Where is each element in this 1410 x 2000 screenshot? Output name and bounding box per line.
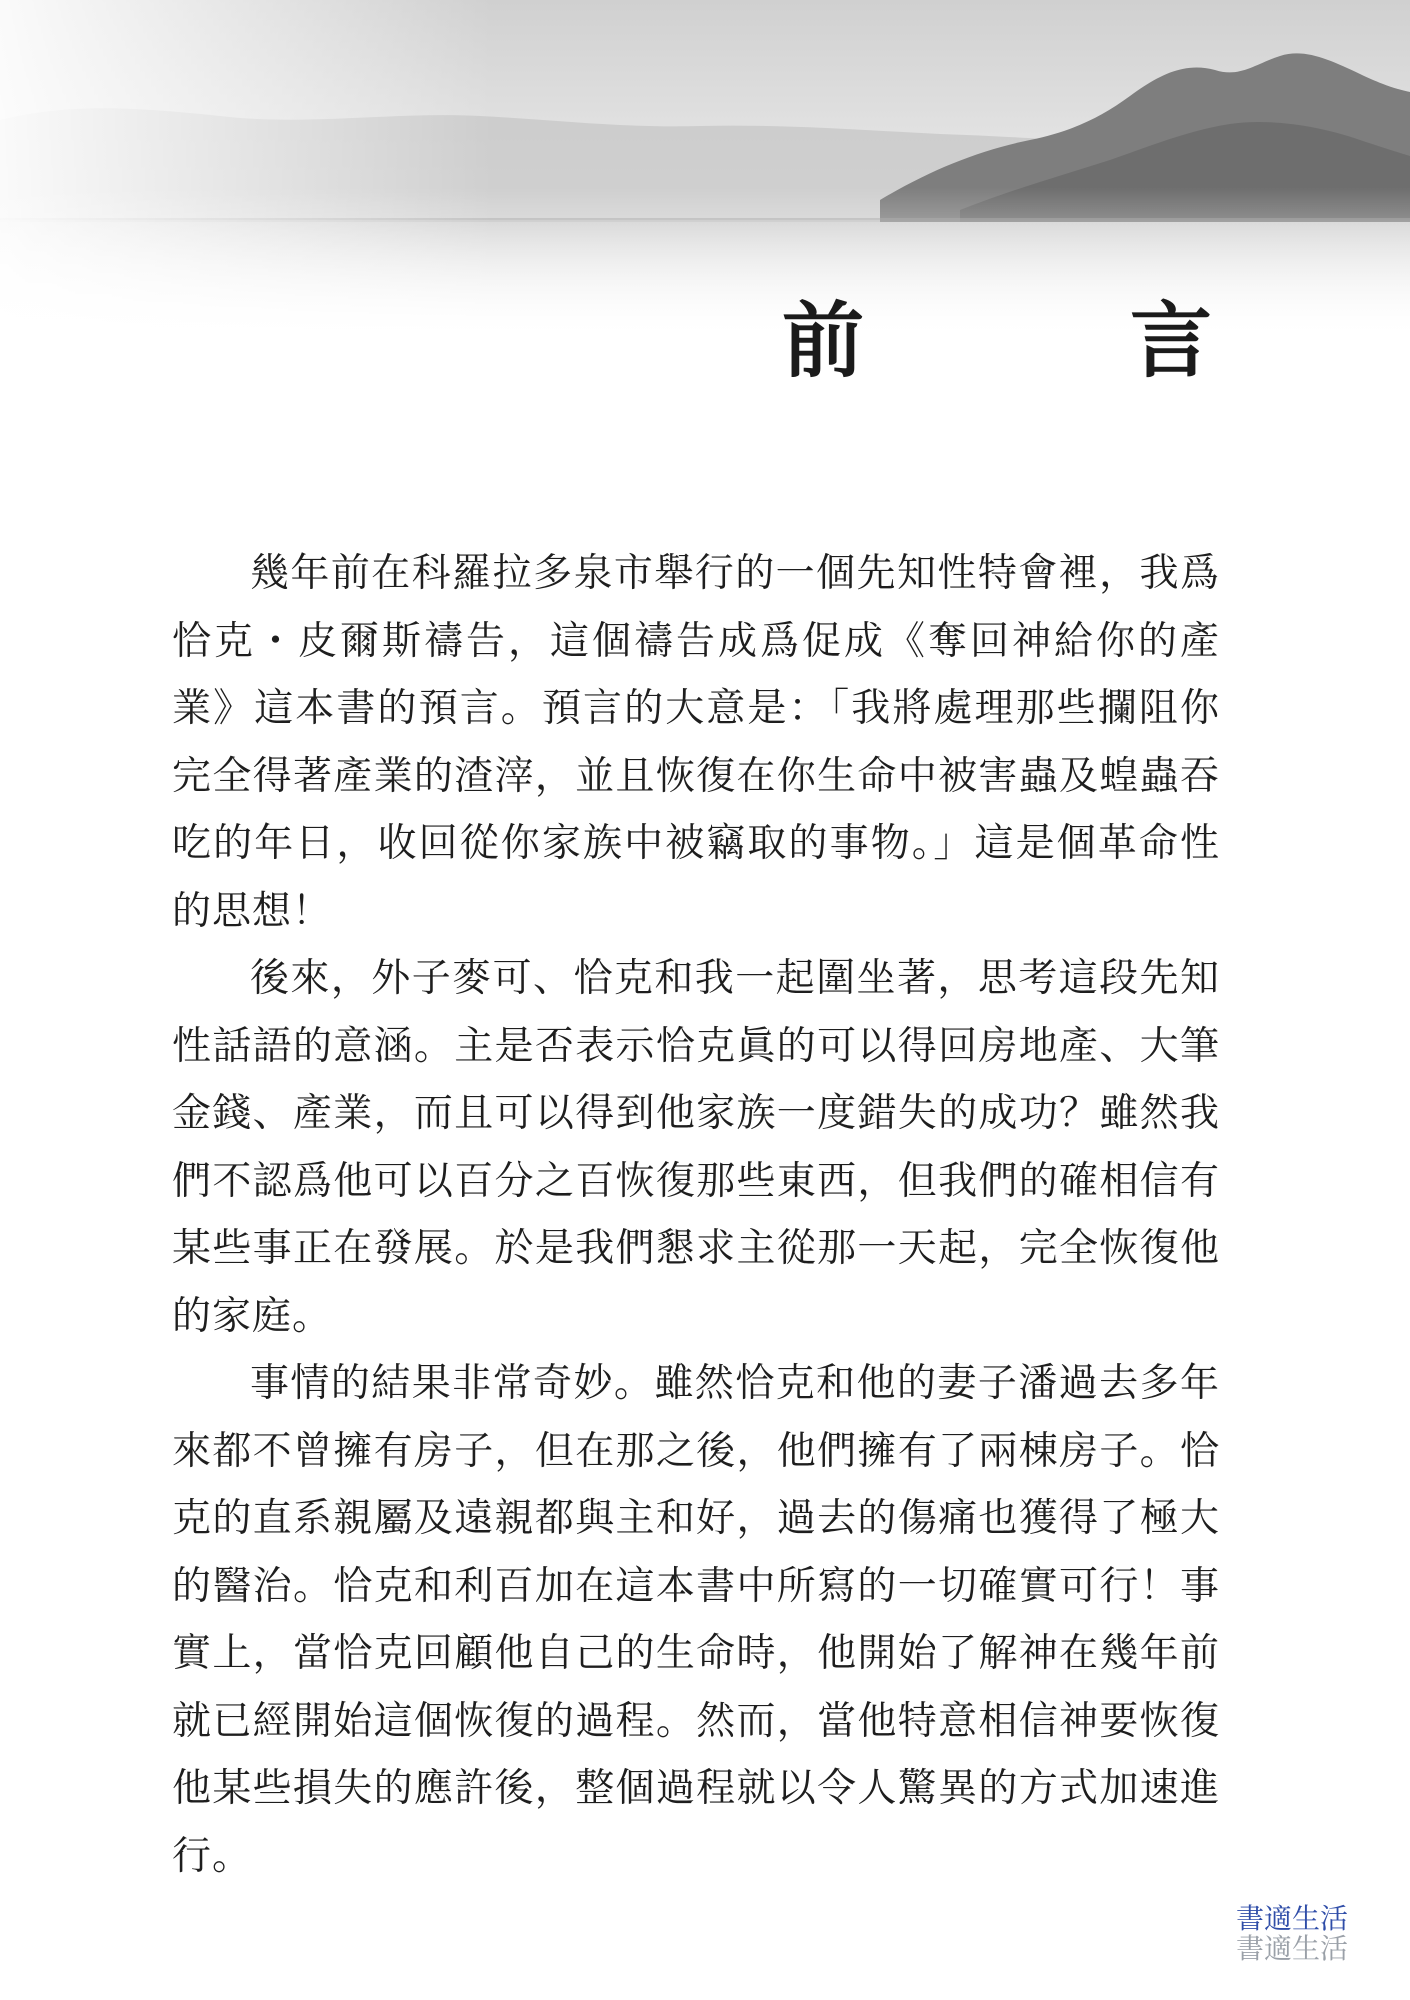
paragraph: 事情的結果非常奇妙。雖然恰克和他的妻子潘過去多年來都不曾擁有房子，但在那之後，他們擁有了兩棟房子。恰克的直系親屬及遠親都與主和好，過去的傷痛也獲得了極大的醫治。恰克和利百加在這本書中所寫的一切確實可行！事實上，當恰克回顧他自己的生命時，他開始了解神在幾年前就已經開始這個恢復的過程。然而，當他特意相信神要恢復他某些損失的應許後，整個過程就以令人驚異的方式加速進行。 (172, 1361, 1220, 1879)
paragraph: 幾年前在科羅拉多泉市舉行的一個先知性特會裡，我爲恰克・皮爾斯禱告，這個禱告成爲促成《奪回神給你的產業》這本書的預言。預言的大意是：「我將處理那些攔阻你完全得著產業的渣滓，並且恢復在你生命中被害蟲及蝗蟲吞吃的年日，收回從你家族中被竊取的事物。」這是個革命性的思想！ (172, 551, 1220, 934)
paragraph: 後來，外子麥可、恰克和我一起圍坐著，思考這段先知性話語的意涵。主是否表示恰克眞的可以得回房地產、大筆金錢、產業，而且可以得到他家族一度錯失的成功？雖然我們不認爲他可以百分之百恢復那些東西，但我們的確相信有某些事正在發展。於是我們懇求主從那一天起，完全恢復他的家庭。 (172, 956, 1220, 1339)
preface-body (172, 540, 1220, 1890)
misty-mountain-lake-image (0, 0, 1410, 340)
logo-text-reflection: 書適生活 (1235, 1932, 1348, 1965)
publisher-logo (1236, 1904, 1348, 1964)
page-title: 前 言 (781, 292, 1304, 389)
header-landscape-banner (0, 0, 1410, 340)
logo-text: 書適生活 (1235, 1902, 1348, 1935)
